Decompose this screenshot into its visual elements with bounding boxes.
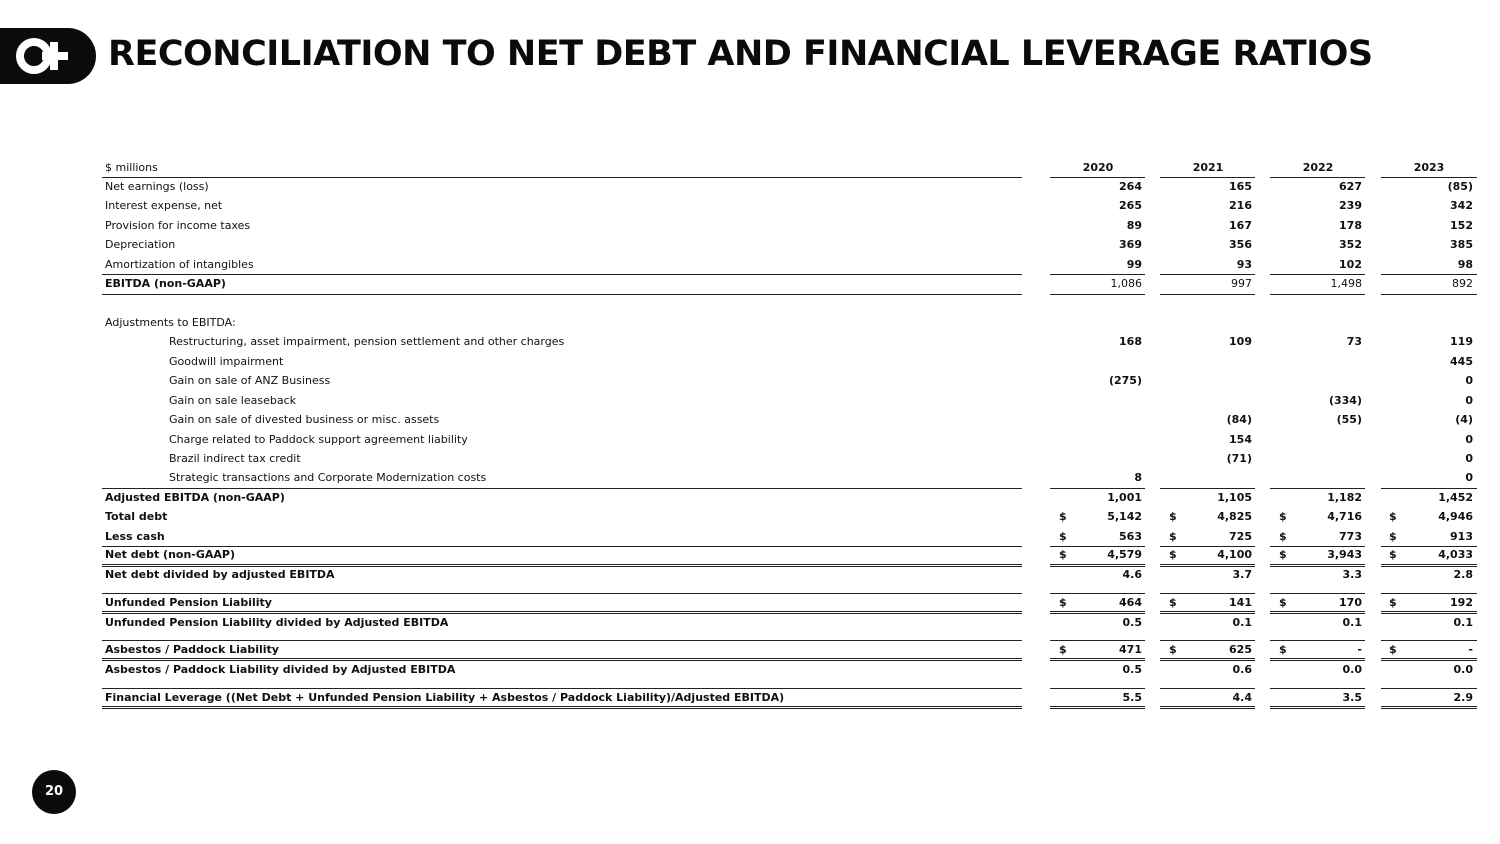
row-value: 0 xyxy=(1465,433,1473,446)
table-rule xyxy=(1160,294,1255,295)
row-value: 352 xyxy=(1339,238,1362,251)
currency-symbol: $ xyxy=(1059,596,1067,609)
row-value: 167 xyxy=(1229,219,1252,232)
table-rule xyxy=(1050,177,1145,178)
row-value: 98 xyxy=(1457,258,1473,271)
row-value: 4,825 xyxy=(1217,510,1252,523)
row-value: 997 xyxy=(1231,277,1252,290)
row-value: 192 xyxy=(1450,596,1473,609)
row-value: (4) xyxy=(1455,413,1473,426)
table-row xyxy=(102,178,1478,197)
row-label: Unfunded Pension Liability xyxy=(105,596,272,609)
table-rule xyxy=(1381,688,1477,689)
row-label: Gain on sale of ANZ Business xyxy=(169,374,331,387)
table-rule xyxy=(1050,564,1145,567)
row-value: 471 xyxy=(1119,643,1142,656)
row-value: 464 xyxy=(1119,596,1142,609)
currency-symbol: $ xyxy=(1169,596,1177,609)
currency-symbol: $ xyxy=(1279,510,1287,523)
table-rule xyxy=(102,658,1022,661)
table-rule xyxy=(1270,177,1365,178)
row-value: (85) xyxy=(1447,180,1473,193)
row-value: 89 xyxy=(1126,219,1142,232)
table-rule xyxy=(1160,546,1255,547)
row-value: 0.0 xyxy=(1453,663,1473,676)
table-rule xyxy=(1381,177,1477,178)
currency-symbol: $ xyxy=(1169,530,1177,543)
table-rule xyxy=(1270,488,1365,489)
table-rule xyxy=(102,593,1022,594)
row-value: 141 xyxy=(1229,596,1252,609)
row-value: 0.0 xyxy=(1342,663,1362,676)
row-label: Gain on sale of divested business or misc. assets xyxy=(169,413,440,426)
row-value: 773 xyxy=(1339,530,1362,543)
currency-symbol: $ xyxy=(1169,510,1177,523)
row-value: 3.7 xyxy=(1232,568,1252,581)
currency-symbol: $ xyxy=(1389,596,1397,609)
row-value: 73 xyxy=(1346,335,1362,348)
currency-symbol: $ xyxy=(1389,510,1397,523)
row-value: 0.5 xyxy=(1122,616,1142,629)
row-value: 0 xyxy=(1465,374,1473,387)
row-value: 5.5 xyxy=(1122,691,1142,704)
table-rule xyxy=(1160,706,1255,709)
row-value: 625 xyxy=(1229,643,1252,656)
table-rule xyxy=(1050,658,1145,661)
table-rule xyxy=(1160,488,1255,489)
row-label: Interest expense, net xyxy=(105,199,223,212)
table-row xyxy=(102,469,1478,488)
table-rule xyxy=(1381,658,1477,661)
row-label: Adjustments to EBITDA: xyxy=(105,316,236,329)
currency-symbol: $ xyxy=(1279,530,1287,543)
table-rule xyxy=(1270,611,1365,614)
table-rule xyxy=(102,611,1022,614)
currency-symbol: $ xyxy=(1059,643,1067,656)
currency-symbol: $ xyxy=(1389,530,1397,543)
row-value: 369 xyxy=(1119,238,1142,251)
currency-symbol: $ xyxy=(1169,643,1177,656)
table-row xyxy=(102,333,1478,352)
currency-symbol: $ xyxy=(1279,643,1287,656)
row-value: - xyxy=(1468,643,1473,656)
row-value: 102 xyxy=(1339,258,1362,271)
row-value: 265 xyxy=(1119,199,1142,212)
table-rule xyxy=(1160,564,1255,567)
row-value: 93 xyxy=(1236,258,1252,271)
table-rule xyxy=(1270,564,1365,567)
row-value: 725 xyxy=(1229,530,1252,543)
table-rule xyxy=(1270,546,1365,547)
row-value: 170 xyxy=(1339,596,1362,609)
table-rule xyxy=(1381,564,1477,567)
row-value: 99 xyxy=(1126,258,1142,271)
row-value: 892 xyxy=(1452,277,1473,290)
row-value: 264 xyxy=(1119,180,1142,193)
table-rule xyxy=(102,177,1022,178)
row-label: Provision for income taxes xyxy=(105,219,251,232)
table-rule xyxy=(1381,706,1477,709)
table-rule xyxy=(1050,546,1145,547)
table-row xyxy=(102,614,1478,633)
table-rule xyxy=(1160,593,1255,594)
currency-symbol: $ xyxy=(1389,548,1397,561)
row-label: Depreciation xyxy=(105,238,176,251)
table-rule xyxy=(1050,688,1145,689)
table-row xyxy=(102,217,1478,236)
table-row xyxy=(102,295,1478,314)
table-header-row xyxy=(102,159,1478,178)
row-value: 154 xyxy=(1229,433,1252,446)
row-value: 4,716 xyxy=(1327,510,1362,523)
unit-label: $ millions xyxy=(105,161,158,174)
page-number: 20 xyxy=(32,770,76,814)
table-rule xyxy=(102,640,1022,641)
table-rule xyxy=(1381,611,1477,614)
table-rule xyxy=(102,564,1022,567)
row-value: 385 xyxy=(1450,238,1473,251)
row-value: 0.1 xyxy=(1232,616,1252,629)
table-rule xyxy=(1381,593,1477,594)
table-rule xyxy=(1160,177,1255,178)
table-row xyxy=(102,661,1478,680)
row-value: 445 xyxy=(1450,355,1473,368)
currency-symbol: $ xyxy=(1059,530,1067,543)
table-rule xyxy=(102,706,1022,709)
table-row xyxy=(102,489,1478,508)
table-rule xyxy=(102,688,1022,689)
table-row xyxy=(102,450,1478,469)
row-value: 1,498 xyxy=(1330,277,1362,290)
row-value: 4,579 xyxy=(1107,548,1142,561)
row-value: 2.8 xyxy=(1453,568,1473,581)
row-value: 3.5 xyxy=(1342,691,1362,704)
table-row xyxy=(102,256,1478,275)
row-label: Less cash xyxy=(105,530,165,543)
row-value: 0.1 xyxy=(1342,616,1362,629)
table-rule xyxy=(1050,274,1145,275)
table-row xyxy=(102,528,1478,547)
row-value: 1,086 xyxy=(1110,277,1142,290)
row-value: 152 xyxy=(1450,219,1473,232)
row-value: 119 xyxy=(1450,335,1473,348)
year-header: 2023 xyxy=(1413,161,1445,174)
table-rule xyxy=(1270,593,1365,594)
row-value: 4,033 xyxy=(1438,548,1473,561)
row-label: Asbestos / Paddock Liability xyxy=(105,643,279,656)
row-value: 1,452 xyxy=(1438,491,1473,504)
row-value: (334) xyxy=(1328,394,1362,407)
currency-symbol: $ xyxy=(1169,548,1177,561)
row-value: 216 xyxy=(1229,199,1252,212)
table-rule xyxy=(1270,706,1365,709)
row-value: 0 xyxy=(1465,471,1473,484)
table-rule xyxy=(102,274,1022,275)
row-value: (84) xyxy=(1226,413,1252,426)
table-rule xyxy=(1050,706,1145,709)
table-row xyxy=(102,411,1478,430)
row-label: Charge related to Paddock support agreement liability xyxy=(169,433,468,446)
row-label: Net debt (non-GAAP) xyxy=(105,548,236,561)
table-rule xyxy=(1050,611,1145,614)
row-value: 627 xyxy=(1339,180,1362,193)
row-label: Restructuring, asset impairment, pension settlement and other charges xyxy=(169,335,565,348)
row-value: 0 xyxy=(1465,394,1473,407)
row-value: 0 xyxy=(1465,452,1473,465)
table-rule xyxy=(1381,640,1477,641)
page-title: RECONCILIATION TO NET DEBT AND FINANCIAL LEVERAGE RATIOS xyxy=(108,34,1373,74)
table-rule xyxy=(1050,294,1145,295)
table-row xyxy=(102,353,1478,372)
year-header: 2020 xyxy=(1082,161,1114,174)
table-rule xyxy=(1160,658,1255,661)
currency-symbol: $ xyxy=(1059,510,1067,523)
table-rule xyxy=(102,488,1022,489)
row-value: 168 xyxy=(1119,335,1142,348)
table-row xyxy=(102,197,1478,216)
table-row xyxy=(102,508,1478,527)
row-label: EBITDA (non-GAAP) xyxy=(105,277,226,290)
table-row xyxy=(102,236,1478,255)
row-label: Goodwill impairment xyxy=(169,355,284,368)
table-rule xyxy=(1381,546,1477,547)
row-value: 1,001 xyxy=(1107,491,1142,504)
currency-symbol: $ xyxy=(1279,548,1287,561)
year-header: 2021 xyxy=(1192,161,1224,174)
year-header: 2022 xyxy=(1302,161,1334,174)
row-value: 1,105 xyxy=(1217,491,1252,504)
row-value: 4.6 xyxy=(1122,568,1142,581)
table-rule xyxy=(102,294,1022,295)
currency-symbol: $ xyxy=(1059,548,1067,561)
row-value: 109 xyxy=(1229,335,1252,348)
row-label: Brazil indirect tax credit xyxy=(169,452,301,465)
row-value: 4,946 xyxy=(1438,510,1473,523)
table-rule xyxy=(102,546,1022,547)
row-value: 8 xyxy=(1134,471,1142,484)
row-value: 342 xyxy=(1450,199,1473,212)
currency-symbol: $ xyxy=(1389,643,1397,656)
table-rule xyxy=(1270,640,1365,641)
row-value: (275) xyxy=(1108,374,1142,387)
row-label: Adjusted EBITDA (non-GAAP) xyxy=(105,491,285,504)
table-rule xyxy=(1270,688,1365,689)
currency-symbol: $ xyxy=(1279,596,1287,609)
row-value: 239 xyxy=(1339,199,1362,212)
row-label: Gain on sale leaseback xyxy=(169,394,296,407)
row-value: 1,182 xyxy=(1327,491,1362,504)
table-rule xyxy=(1160,274,1255,275)
table-rule xyxy=(1050,640,1145,641)
row-label: Unfunded Pension Liability divided by Adjusted EBITDA xyxy=(105,616,449,629)
row-label: Net debt divided by adjusted EBITDA xyxy=(105,568,335,581)
table-rule xyxy=(1270,658,1365,661)
row-label: Total debt xyxy=(105,510,168,523)
table-row xyxy=(102,372,1478,391)
row-value: 0.1 xyxy=(1453,616,1473,629)
table-rule xyxy=(1160,611,1255,614)
table-rule xyxy=(1381,488,1477,489)
row-value: 4,100 xyxy=(1217,548,1252,561)
row-value: 563 xyxy=(1119,530,1142,543)
table-rule xyxy=(1050,593,1145,594)
table-rule xyxy=(1270,294,1365,295)
table-row xyxy=(102,275,1478,294)
row-value: 4.4 xyxy=(1232,691,1252,704)
row-value: 913 xyxy=(1450,530,1473,543)
table-row xyxy=(102,546,1478,565)
row-label: Strategic transactions and Corporate Modernization costs xyxy=(169,471,487,484)
row-value: 0.5 xyxy=(1122,663,1142,676)
row-value: 178 xyxy=(1339,219,1362,232)
table-row xyxy=(102,392,1478,411)
row-label: Asbestos / Paddock Liability divided by Adjusted EBITDA xyxy=(105,663,456,676)
row-value: (71) xyxy=(1226,452,1252,465)
row-value: 2.9 xyxy=(1453,691,1473,704)
table-row xyxy=(102,566,1478,585)
table-row xyxy=(102,314,1478,333)
row-value: 3,943 xyxy=(1327,548,1362,561)
row-value: 0.6 xyxy=(1232,663,1252,676)
row-label: Amortization of intangibles xyxy=(105,258,254,271)
row-value: 356 xyxy=(1229,238,1252,251)
row-value: 3.3 xyxy=(1342,568,1362,581)
row-label: Net earnings (loss) xyxy=(105,180,209,193)
row-value: - xyxy=(1357,643,1362,656)
table-rule xyxy=(1160,688,1255,689)
table-rule xyxy=(1160,640,1255,641)
table-rule xyxy=(1050,488,1145,489)
table-rule xyxy=(1270,274,1365,275)
table-rule xyxy=(1381,294,1477,295)
row-label: Financial Leverage ((Net Debt + Unfunded Pension Liability + Asbestos / Paddock Liability)/Adjusted EBITDA) xyxy=(105,691,785,704)
table-rule xyxy=(1381,274,1477,275)
row-value: 165 xyxy=(1229,180,1252,193)
row-value: 5,142 xyxy=(1107,510,1142,523)
row-value: (55) xyxy=(1336,413,1362,426)
table-row xyxy=(102,431,1478,450)
